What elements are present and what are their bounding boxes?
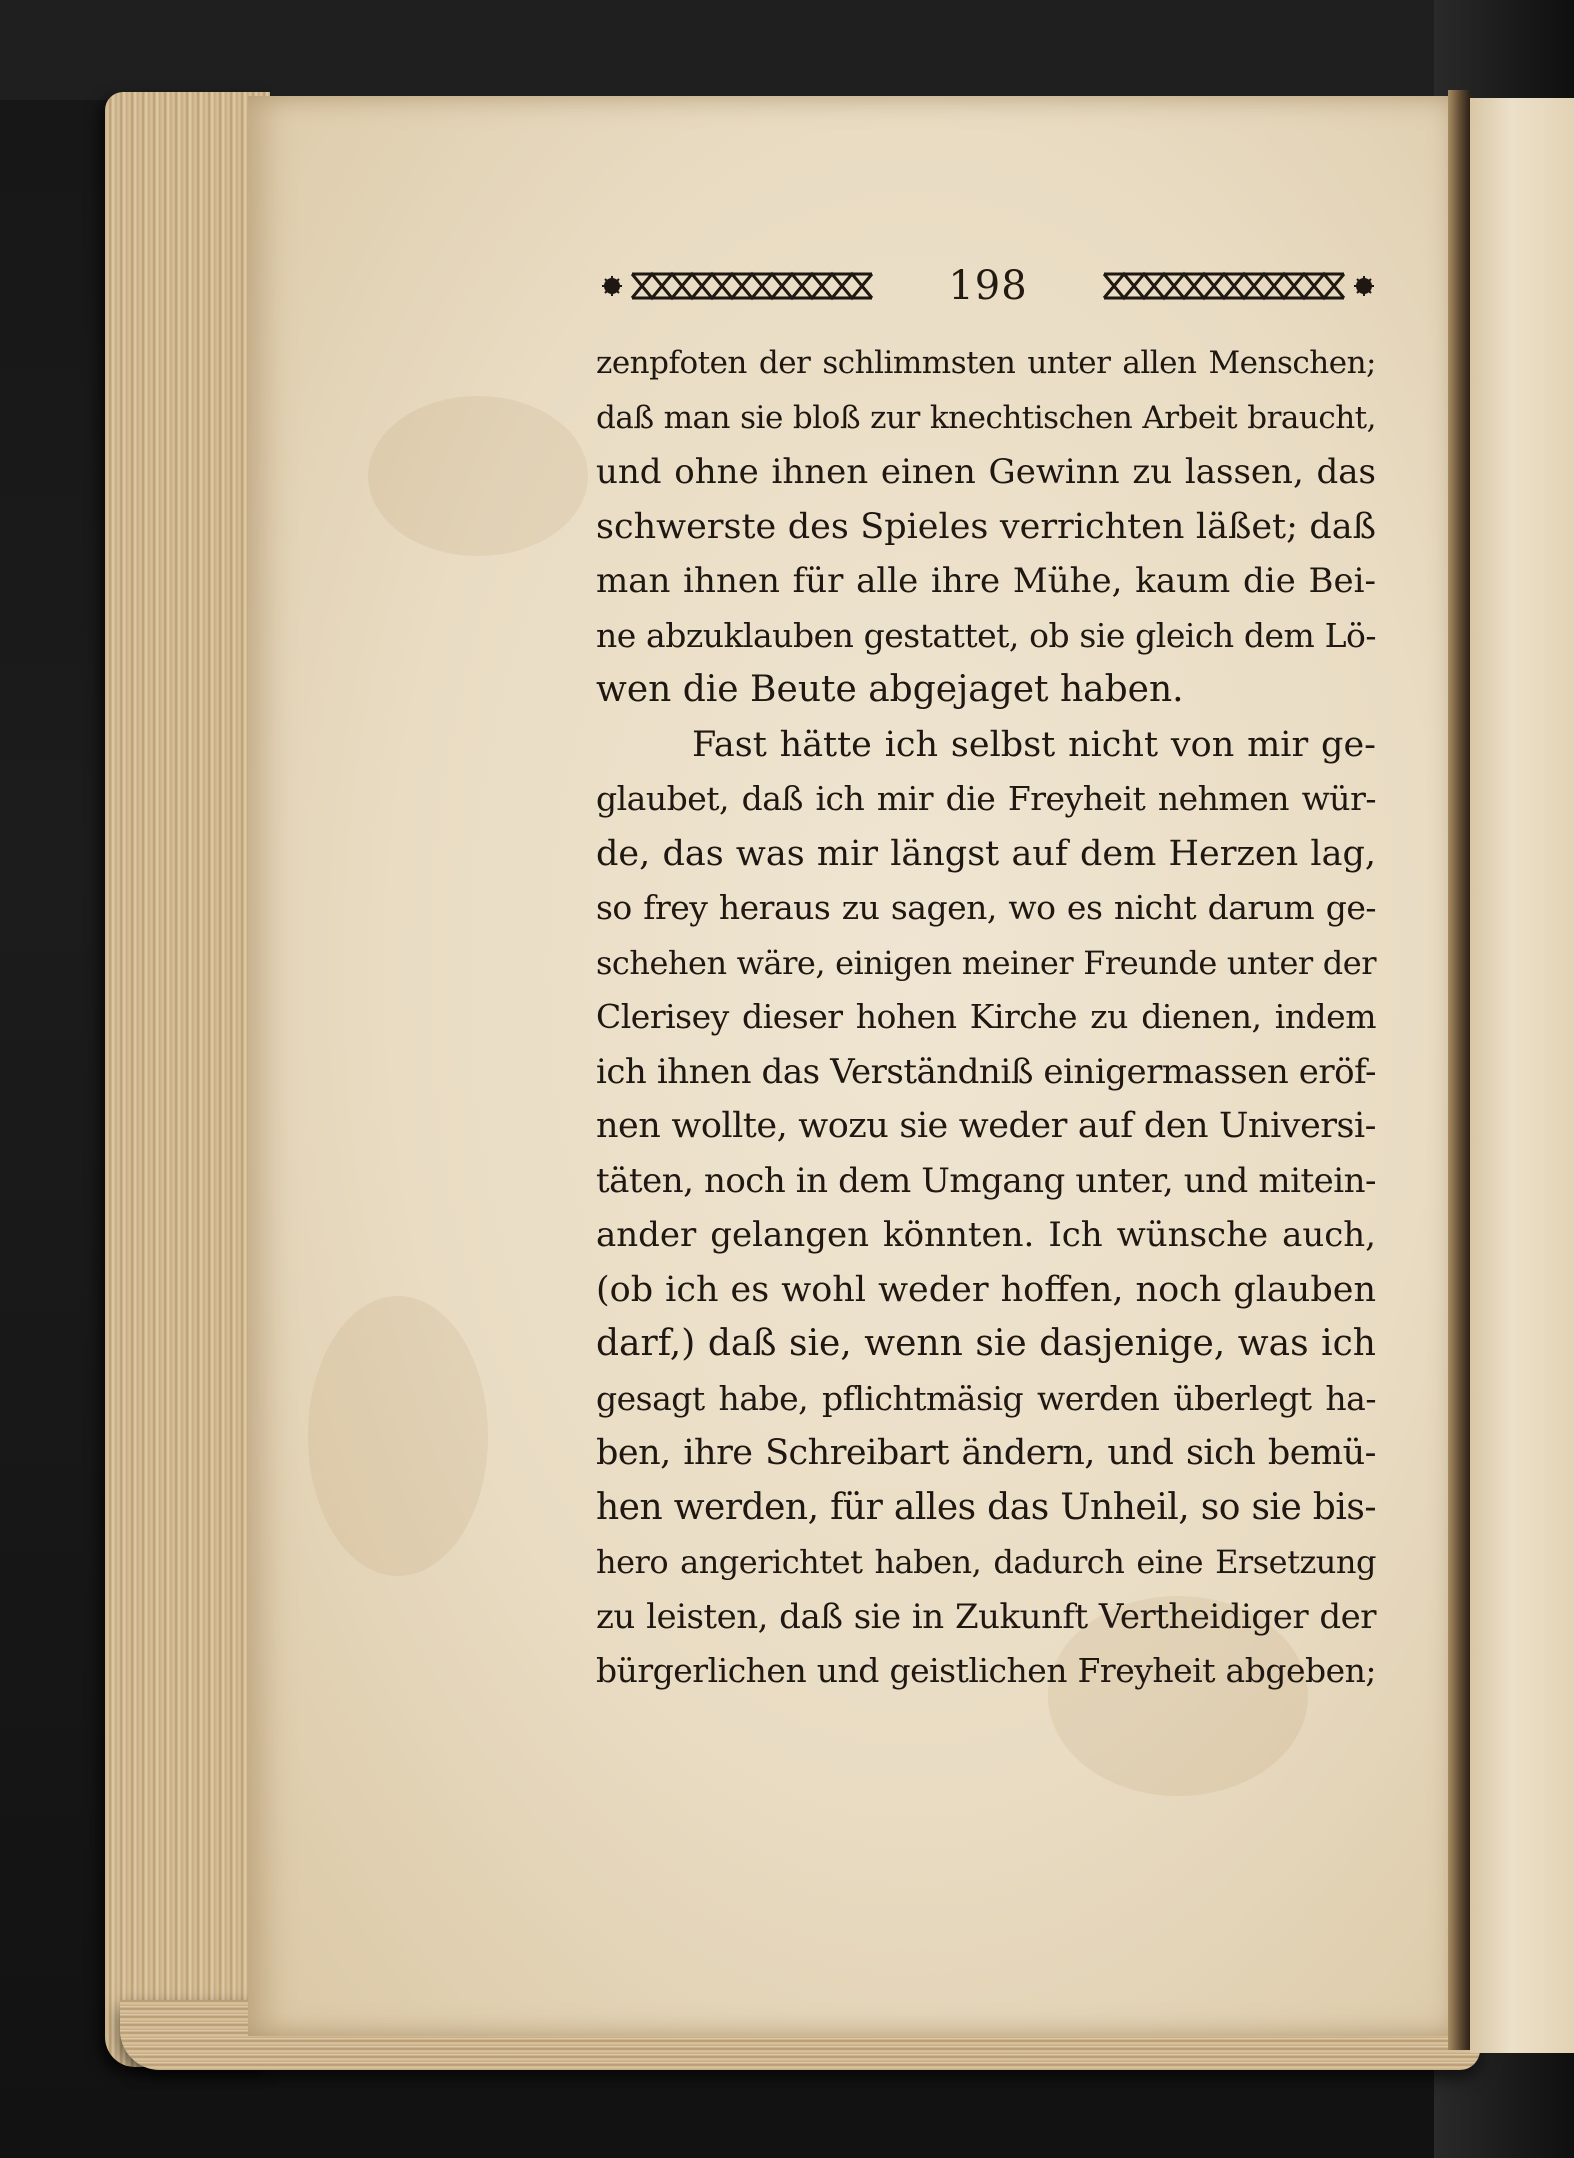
- text-line: gesagt habe, pflichtmäsig werden überlegt ha-: [596, 1378, 1376, 1418]
- page-text: [596, 336, 1376, 1699]
- text-line: glaubet, daß ich mir die Freyheit nehmen wür-: [596, 779, 1376, 818]
- text-line: schehen wäre, einigen meiner Freunde unter der: [596, 943, 1376, 982]
- book-gutter: [1448, 90, 1470, 2050]
- text-line: daß man sie bloß zur knechtischen Arbeit braucht,: [596, 399, 1376, 436]
- text-line: und ohne ihnen einen Gewinn zu lassen, das: [596, 452, 1376, 492]
- text-line: darf,) daß sie, wenn sie dasjenige, was ich: [596, 1323, 1376, 1364]
- page-number: 198: [948, 263, 1028, 309]
- ornament-band-icon: [598, 266, 898, 306]
- text-line: de, das was mir längst auf dem Herzen lag,: [596, 833, 1376, 874]
- text-line: zu leisten, daß sie in Zukunft Vertheidiger der: [596, 1596, 1376, 1637]
- text-line: ne abzuklauben gestattet, ob sie gleich dem Lö-: [596, 615, 1376, 655]
- text-line: zenpfoten der schlimmsten unter allen Menschen;: [596, 345, 1376, 381]
- text-line: Clerisey dieser hohen Kirche zu dienen, indem: [596, 997, 1376, 1036]
- facing-page-edge: [1470, 98, 1574, 2053]
- paper-stain: [368, 396, 588, 556]
- ornament-band-icon: [1078, 266, 1378, 306]
- text-line: nen wollte, wozu sie weder auf den Universi-: [596, 1106, 1376, 1146]
- text-line: schwerste des Spieles verrichten läßet; daß: [596, 506, 1376, 547]
- paragraph-2: [596, 718, 1376, 1699]
- text-line: man ihnen für alle ihre Mühe, kaum die Bei-: [596, 561, 1376, 601]
- running-header: [598, 258, 1378, 314]
- text-line: bürgerlichen und geistlichen Freyheit abgeben;: [596, 1651, 1376, 1690]
- text-line: hero angerichtet haben, dadurch eine Ersetzung: [596, 1543, 1376, 1581]
- paragraph-1: [596, 336, 1376, 718]
- text-line: ich ihnen das Verständniß einigermassen eröf-: [596, 1051, 1376, 1092]
- paper-stain: [308, 1296, 488, 1576]
- text-line: ander gelangen könnten. Ich wünsche auch,: [596, 1215, 1376, 1255]
- text-line: (ob ich es wohl weder hoffen, noch glauben: [596, 1269, 1376, 1310]
- text-line: hen werden, für alles das Unheil, so sie bis-: [596, 1486, 1376, 1528]
- background-surface: [0, 0, 1574, 100]
- text-line: so frey heraus zu sagen, wo es nicht darum ge-: [596, 888, 1376, 927]
- text-line: Fast hätte ich selbst nicht von mir ge-: [692, 724, 1376, 765]
- text-line: wen die Beute abgejaget haben.: [596, 669, 1184, 710]
- page-edges-left: [105, 92, 270, 2067]
- text-line: ben, ihre Schreibart ändern, und sich bemü-: [596, 1433, 1376, 1473]
- text-line: täten, noch in dem Umgang unter, und mitein-: [596, 1160, 1376, 1201]
